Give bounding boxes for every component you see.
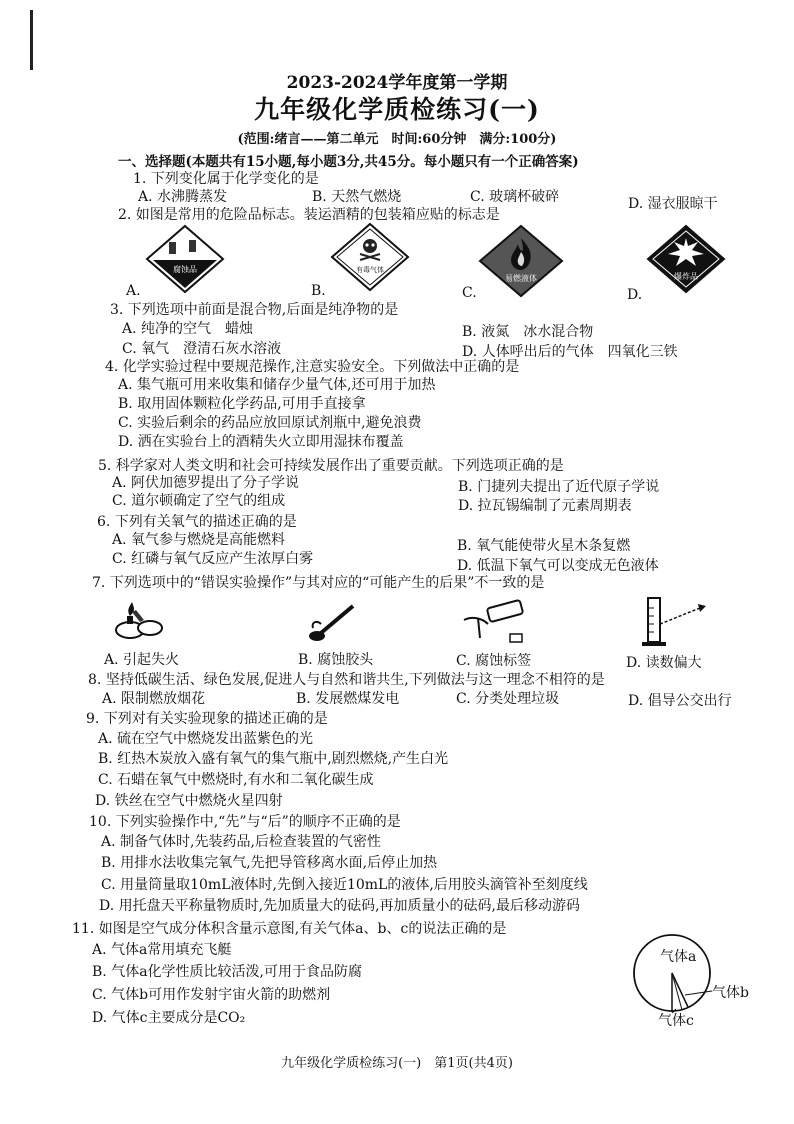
gas-b-label: 气体b: [712, 985, 749, 1001]
q7-option-c: C. 腐蚀标签: [456, 653, 532, 669]
q8-option-a: A. 限制燃放烟花: [102, 691, 206, 707]
q7-option-d: D. 读数偏大: [626, 655, 702, 671]
binding-edge-mark: [30, 10, 38, 70]
q2-option-a: A.: [126, 283, 141, 299]
q6-option-a: A. 氧气参与燃烧是高能燃料: [112, 532, 286, 548]
q2-option-c: C.: [462, 285, 477, 301]
alcohol-lamp-lighting-icon: [110, 592, 170, 642]
q3-option-b: B. 液氮 冰水混合物: [462, 324, 594, 340]
q8-option-b: B. 发展燃煤发电: [296, 691, 400, 707]
q4-option-c: C. 实验后剩余的药品应放回原试剂瓶中,避免浪费: [118, 415, 422, 431]
graduated-cylinder-reading-icon: [636, 594, 716, 650]
q2-option-d: D.: [627, 287, 643, 303]
q7-stem: 7. 下列选项中的“错误实验操作”与其对应的“可能产生的后果”不一致的是: [92, 575, 545, 591]
q10-option-d: D. 用托盘天平称量物质时,先加质量大的砝码,再加质量小的砝码,最后移动游码: [99, 898, 580, 914]
q1-option-d: D. 湿衣服晾干: [628, 196, 718, 212]
flammable-liquid-sign-icon: [478, 224, 564, 298]
q8-option-d: D. 倡导公交出行: [628, 693, 732, 709]
sign-b-label: 有毒气体: [356, 266, 384, 274]
q11-stem: 11. 如图是空气成分体积含量示意图,有关气体a、b、c的说法正确的是: [72, 921, 507, 937]
q1-option-a: A. 水沸腾蒸发: [138, 189, 228, 205]
q8-stem: 8. 坚持低碳生活、绿色发展,促进人与自然和谐共生,下列做法与这一理念不相符的是: [88, 672, 605, 688]
sign-c-label: 易燃液体: [505, 274, 537, 283]
q9-stem: 9. 下列对有关实验现象的描述正确的是: [86, 711, 328, 727]
q1-option-c: C. 玻璃杯破碎: [470, 189, 560, 205]
q6-stem: 6. 下列有关氧气的描述正确的是: [97, 514, 297, 530]
q11-option-d: D. 气体c主要成分是CO₂: [92, 1010, 246, 1026]
q1-stem: 1. 下列变化属于化学变化的是: [133, 171, 319, 187]
pouring-liquid-icon: [458, 598, 530, 646]
q10-option-b: B. 用排水法收集完氧气,先把导管移离水面,后停止加热: [101, 855, 438, 871]
q3-option-c: C. 氧气 澄清石灰水溶液: [122, 341, 282, 357]
q10-option-a: A. 制备气体时,先装药品,后检查装置的气密性: [101, 834, 381, 850]
section-heading: 一、选择题(本题共有15小题,每小题3分,共45分。每小题只有一个正确答案): [118, 154, 579, 170]
q3-option-d: D. 人体呼出后的气体 四氧化三铁: [462, 344, 678, 360]
q9-option-c: C. 石蜡在氧气中燃烧时,有水和二氧化碳生成: [98, 772, 374, 788]
dropper-upside-down-icon: [305, 600, 365, 645]
q6-option-c: C. 红磷与氧气反应产生浓厚白雾: [112, 551, 314, 567]
q6-option-b: B. 氧气能使带火星木条复燃: [457, 538, 631, 554]
q11-option-c: C. 气体b可用作发射宇宙火箭的助燃剂: [92, 987, 331, 1003]
q9-option-a: A. 硫在空气中燃烧发出蓝紫色的光: [98, 731, 314, 747]
q9-option-d: D. 铁丝在空气中燃烧火星四射: [95, 793, 283, 809]
q5-option-c: C. 道尔顿确定了空气的组成: [112, 493, 286, 509]
q7-option-a: A. 引起失火: [104, 652, 180, 668]
page-footer: 九年级化学质检练习(一) 第1页(共4页): [281, 1056, 513, 1071]
sign-d-label: 爆炸品: [674, 272, 698, 281]
page-title: 九年级化学质检练习(一): [254, 95, 540, 124]
explosive-sign-icon: [646, 224, 726, 294]
q8-option-c: C. 分类处理垃圾: [456, 691, 560, 707]
q1-option-b: B. 天然气燃烧: [312, 189, 402, 205]
gas-a-label: 气体a: [660, 949, 697, 965]
q10-option-c: C. 用量筒量取10mL液体时,先倒入接近10mL的液体,后用胶头滴管补至刻度线: [101, 877, 588, 893]
q3-stem: 3. 下列选项中前面是混合物,后面是纯净物的是: [110, 302, 399, 318]
q4-stem: 4. 化学实验过程中要规范操作,注意实验安全。下列做法中正确的是: [105, 359, 520, 375]
q5-stem: 5. 科学家对人类文明和社会可持续发展作出了重要贡献。下列选项正确的是: [98, 458, 564, 474]
corrosive-sign-icon: [145, 224, 225, 294]
q6-option-d: D. 低温下氧气可以变成无色液体: [457, 558, 659, 574]
q11-option-a: A. 气体a常用填充飞艇: [92, 942, 232, 958]
q5-option-b: B. 门捷列夫提出了近代原子学说: [458, 479, 660, 495]
q5-option-a: A. 阿伏加德罗提出了分子学说: [112, 475, 300, 491]
q3-option-a: A. 纯净的空气 蜡烛: [122, 321, 254, 337]
q2-option-b: B.: [311, 283, 326, 299]
q4-option-a: A. 集气瓶可用来收集和储存少量气体,还可用于加热: [118, 377, 436, 393]
q4-option-b: B. 取用固体颗粒化学药品,可用手直接拿: [118, 396, 366, 412]
q4-option-d: D. 洒在实验台上的酒精失火立即用湿抹布覆盖: [118, 434, 404, 450]
air-composition-pie-diagram: [632, 925, 762, 1030]
q7-option-b: B. 腐蚀胶头: [298, 652, 374, 668]
q2-stem: 2. 如图是常用的危险品标志。装运酒精的包装箱应贴的标志是: [118, 207, 500, 223]
q5-option-d: D. 拉瓦锡编制了元素周期表: [458, 498, 632, 514]
exam-scope: (范围:绪言——第二单元 时间:60分钟 满分:100分): [237, 132, 557, 147]
gas-c-label: 气体c: [658, 1013, 694, 1029]
q10-stem: 10. 下列实验操作中,“先”与“后”的顺序不正确的是: [89, 814, 401, 830]
q11-option-b: B. 气体a化学性质比较活泼,可用于食品防腐: [92, 964, 362, 980]
sign-a-label: 腐蚀品: [173, 265, 197, 274]
toxic-gas-sign-icon: [330, 222, 410, 292]
school-year: 2023-2024学年度第一学期: [286, 73, 508, 93]
q9-option-b: B. 红热木炭放入盛有氧气的集气瓶中,剧烈燃烧,产生白光: [98, 751, 449, 767]
